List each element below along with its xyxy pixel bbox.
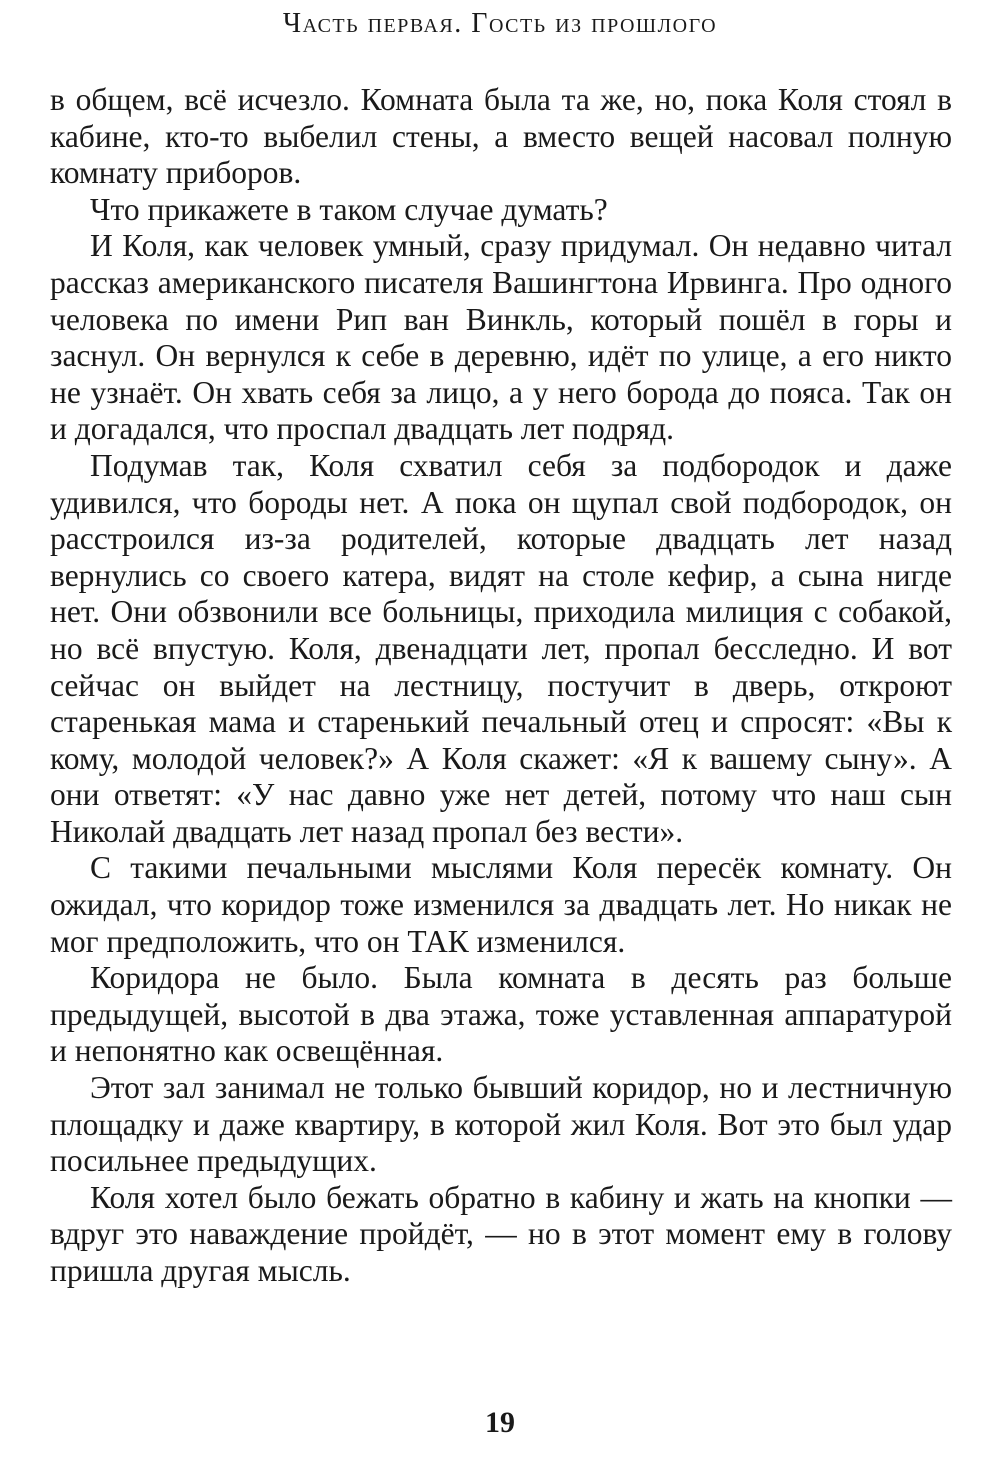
paragraph: И Коля, как человек умный, сразу придумал. Он недавно читал рассказ американского писателя Вашингтона Ирвинга. Про одного человека по имени Рип ван Винкль, который пошёл в горы и заснул. Он вернулся к себе в деревню, идёт по улице, а его никто не узнаёт. Он хвать себя за лицо, а у него борода до пояса. Так он и догадался, что проспал двадцать лет подряд.: [50, 228, 952, 447]
body-text: [50, 82, 952, 1290]
paragraph: в общем, всё исчезло. Комната была та же, но, пока Коля стоял в кабине, кто-то выбелил стены, а вместо вещей насовал полную комнату приборов.: [50, 82, 952, 191]
paragraph: Этот зал занимал не только бывший коридор, но и лестничную площадку и даже квартиру, в которой жил Коля. Вот это был удар посильнее предыдущих.: [50, 1070, 952, 1179]
running-head: Часть первая. Гость из прошлого: [282, 8, 718, 39]
paragraph: Что прикажете в таком случае думать?: [90, 191, 608, 227]
paragraph: Коля хотел было бежать обратно в кабину и жать на кнопки — вдруг это наваждение пройдёт, — но в этот момент ему в голову пришла другая мысль.: [50, 1179, 952, 1288]
paragraph: С такими печальными мыслями Коля пересёк комнату. Он ожидал, что коридор тоже изменился за двадцать лет. Но никак не мог предположить, что он ТАК изменился.: [50, 850, 952, 959]
page-number: 19: [485, 1406, 515, 1439]
paragraph: Подумав так, Коля схватил себя за подбородок и даже удивился, что бороды нет. А пока он щупал свой подбородок, он расстроился из-за родителей, которые двадцать лет назад вернулись со своего катера, видят на столе кефир, а сына нигде нет. Они обзвонили все больницы, приходила милиция с собакой, но всё впустую. Коля, двенадцати лет, пропал бесследно. И вот сейчас он выйдет на лестницу, постучит в дверь, откроют старенькая мама и старенький печальный отец и спросят: «Вы к кому, молодой человек?» А Коля скажет: «Я к вашему сыну». А они ответят: «У нас давно уже нет детей, потому что наш сын Николай двадцать лет назад пропал без вести».: [50, 447, 952, 849]
paragraph: Коридора не было. Была комната в десять раз больше предыдущей, высотой в два этажа, тоже уставленная аппаратурой и непонятно как освещённая.: [50, 960, 952, 1069]
